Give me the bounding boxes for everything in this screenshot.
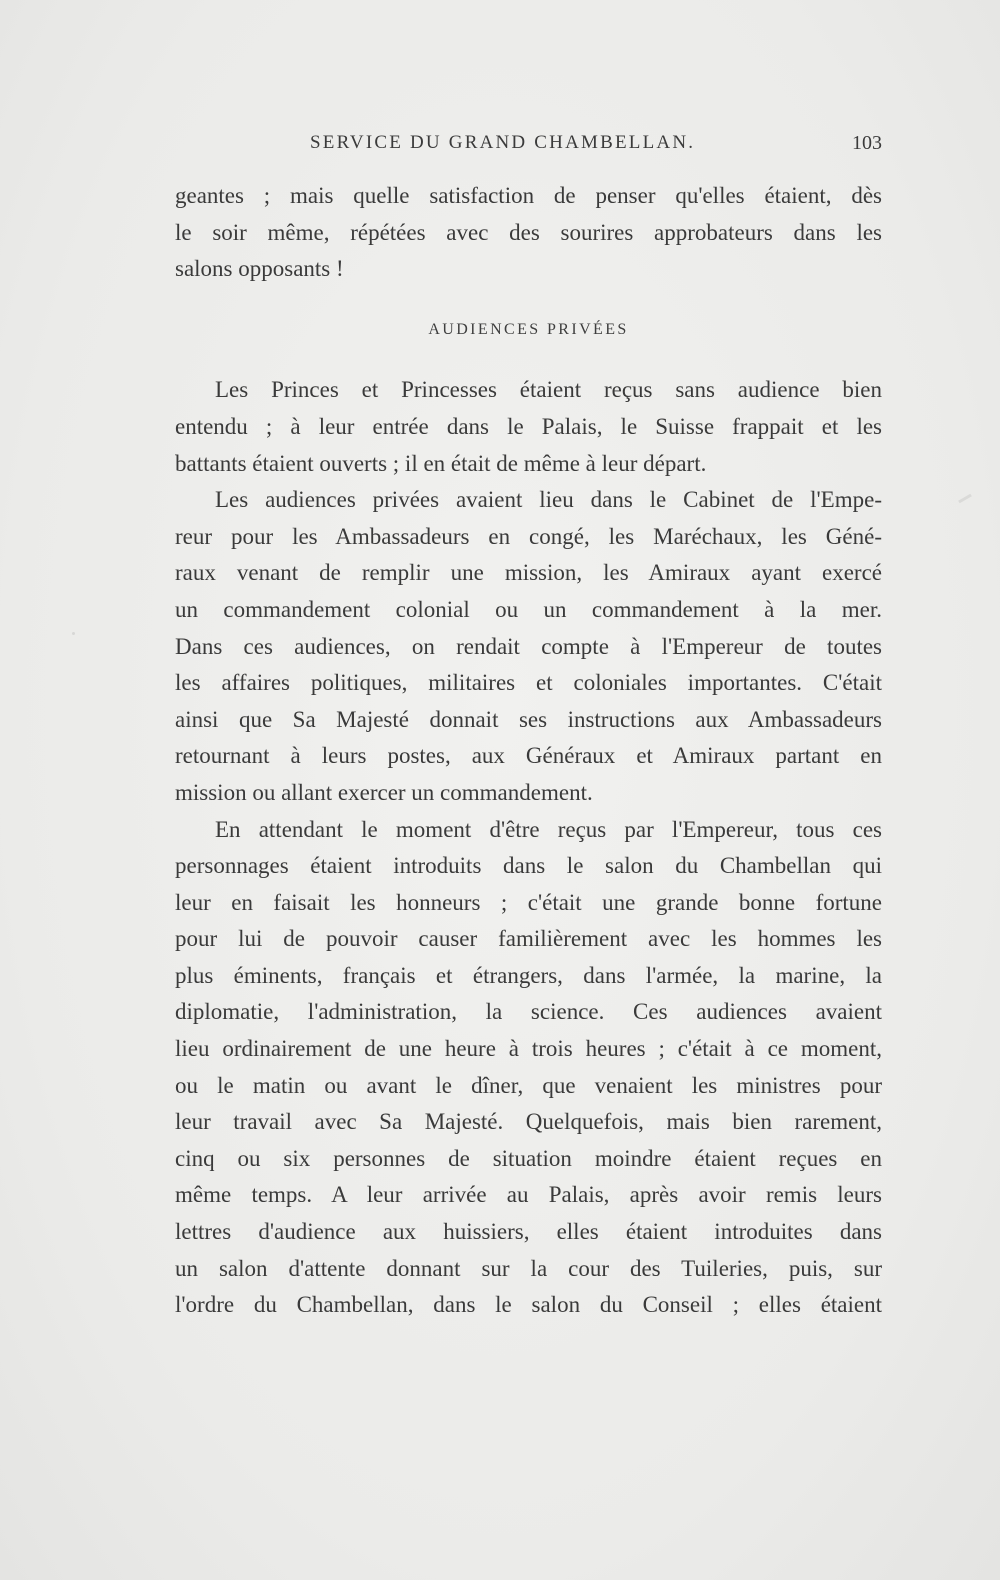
running-head — [175, 132, 882, 162]
text-line: retournant à leurs postes, aux Généraux et Amiraux partant en — [175, 743, 882, 769]
text-line: pour lui de pouvoir causer familièrement avec les hommes les — [175, 926, 882, 952]
text-line: ainsi que Sa Majesté donnait ses instructions aux Ambassadeurs — [175, 706, 882, 732]
running-title: SERVICE DU GRAND CHAMBELLAN. — [310, 132, 696, 153]
text-line: geantes ; mais quelle satisfaction de penser qu'elles étaient, dès — [175, 183, 882, 208]
intro-paragraph — [175, 178, 882, 288]
text-line: plus éminents, français et étrangers, dans l'armée, la marine, la — [175, 962, 882, 988]
paragraph-en-attendant — [175, 812, 882, 1324]
text-line: En attendant le moment d'être reçus par l'Empereur, tous ces — [215, 816, 882, 842]
paragraph-audiences-privees — [175, 482, 882, 811]
text-line: cinq ou six personnes de situation moindre étaient reçues en — [175, 1145, 882, 1171]
text-line: mission ou allant exercer un commandement. — [175, 779, 593, 805]
text-line: un commandement colonial ou un commandement à la mer. — [175, 596, 882, 622]
text-line: lettres d'audience aux huissiers, elles étaient introduites dans — [175, 1219, 882, 1245]
section-heading: AUDIENCES PRIVÉES — [428, 320, 629, 338]
text-line: Dans ces audiences, on rendait compte à l'Empereur de toutes — [175, 633, 882, 659]
page-number: 103 — [852, 132, 882, 154]
text-line: entendu ; à leur entrée dans le Palais, le Suisse frappait et les — [175, 413, 882, 439]
paper-speck — [72, 632, 75, 635]
text-line: raux venant de remplir une mission, les Amiraux ayant exercé — [175, 560, 882, 586]
text-line: reur pour les Ambassadeurs en congé, les Maréchaux, les Géné- — [175, 523, 882, 549]
text-block — [175, 178, 882, 1324]
paper-speck — [958, 494, 972, 504]
text-line: un salon d'attente donnant sur la cour des Tuileries, puis, sur — [175, 1255, 882, 1281]
text-line: même temps. A leur arrivée au Palais, après avoir remis leurs — [175, 1182, 882, 1208]
text-line: salons opposants ! — [175, 256, 344, 282]
text-line: leur travail avec Sa Majesté. Quelquefois, mais bien rarement, — [175, 1109, 882, 1135]
text-line: diplomatie, l'administration, la science. Ces audiences avaient — [175, 999, 882, 1025]
text-line: Les Princes et Princesses étaient reçus sans audience bien — [215, 377, 882, 403]
text-line: battants étaient ouverts ; il en était de même à leur départ. — [175, 450, 707, 476]
text-line: personnages étaient introduits dans le salon du Chambellan qui — [175, 853, 882, 879]
text-line: le soir même, répétées avec des sourires approbateurs dans les — [175, 219, 882, 245]
text-line: ou le matin ou avant le dîner, que venaient les ministres pour — [175, 1072, 882, 1098]
text-line: leur en faisait les honneurs ; c'était une grande bonne fortune — [175, 889, 882, 915]
text-line: Les audiences privées avaient lieu dans le Cabinet de l'Empe- — [215, 487, 882, 513]
paragraph-princes — [175, 372, 882, 482]
text-line: les affaires politiques, militaires et coloniales importantes. C'était — [175, 670, 882, 696]
text-line: l'ordre du Chambellan, dans le salon du Conseil ; elles étaient — [175, 1292, 882, 1318]
text-line: lieu ordinairement de une heure à trois heures ; c'était à ce moment, — [175, 1036, 882, 1062]
